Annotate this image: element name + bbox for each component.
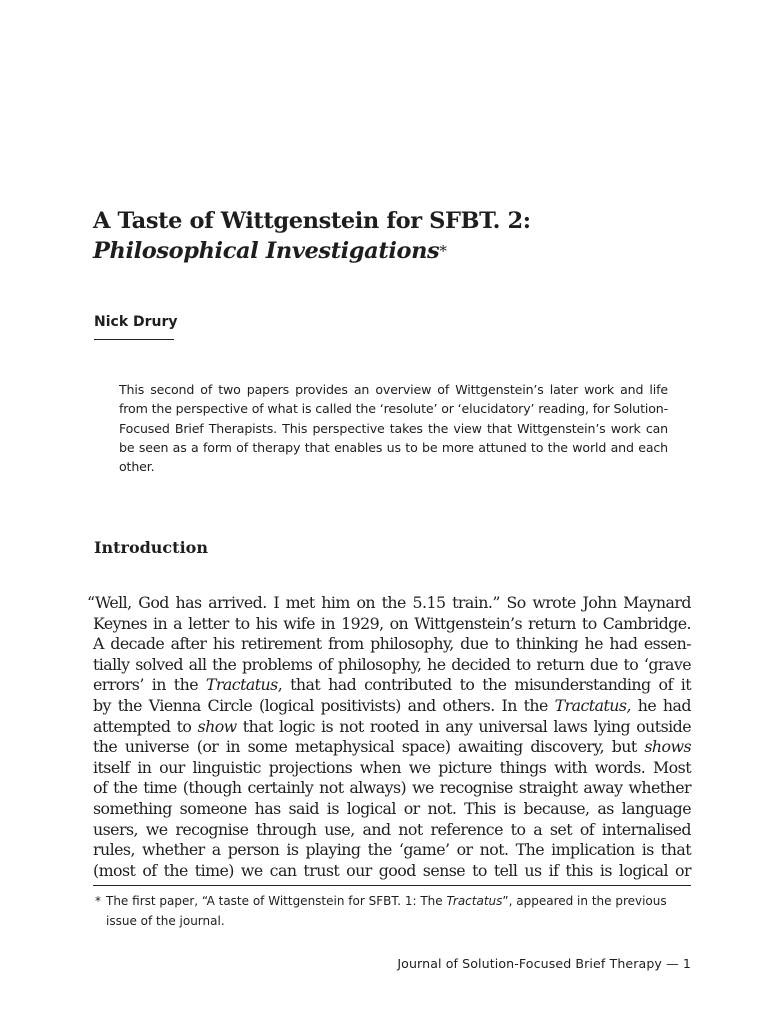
footnote-rule (93, 885, 691, 886)
footnote-text (93, 891, 691, 931)
body-line (93, 717, 691, 738)
body-line (93, 758, 691, 779)
footnote-text-before: The first paper, “A taste of Wittgenstein for SFBT. 1: The (106, 894, 447, 908)
body-line (93, 820, 691, 841)
body-text-run: by the Vienna Circle (logical positivists) and others. In the (93, 695, 555, 715)
body-line (93, 634, 691, 655)
body-paragraph (87, 593, 692, 881)
body-text-run: errors’ in the (93, 675, 206, 695)
body-line (87, 593, 691, 614)
body-line (93, 778, 691, 799)
footnote-marker: * (95, 894, 101, 908)
body-text-run: tially solved all the problems of philosophy, he decided to return due to ‘grave (93, 654, 691, 674)
footnote-text-italic: Tractatus (446, 894, 503, 908)
body-text-run: he had (630, 695, 691, 715)
body-text-run: of the time (though certainly not always) we recognise straight away whether (93, 778, 691, 798)
body-text-run: A decade after his retirement from philosophy, due to thinking he had essen- (93, 634, 691, 654)
footnote-text-after: ”, appeared in the previous issue of the journal. (106, 894, 667, 928)
body-line (93, 737, 691, 758)
body-text-run: users, we recognise through use, and not reference to a set of internalised (93, 819, 691, 839)
body-text-run: (most of the time) we can trust our good sense to tell us if this is logical or (93, 860, 691, 880)
body-text-run: attempted to (93, 716, 198, 736)
section-heading: Introduction (94, 538, 208, 557)
body-line (93, 655, 691, 676)
abstract: This second of two papers provides an overview of Wittgenstein’s later work and life from the perspective of what is called the ‘resolute’ or ‘elucidatory’ reading, for Solution-Focused Brief Therapists. This perspective takes the view that Wittgenstein’s work can be seen as a form of therapy that enables us to be more attuned to the world and each other. (119, 382, 668, 475)
body-italic-text: Tractatus (205, 675, 278, 695)
body-text-run: that logic is not rooted in any universal laws lying outside (236, 716, 692, 736)
article-title-text: A Taste of Wittgenstein for SFBT. 2: (93, 208, 531, 234)
body-italic-text: show (197, 716, 237, 736)
body-line (93, 675, 691, 696)
body-line (93, 799, 691, 820)
running-footer: Journal of Solution-Focused Brief Therapy — 1 (397, 956, 691, 971)
author-name: Nick Drury (94, 314, 178, 330)
author-underline (94, 339, 174, 340)
article-title-italic: Philosophical Investigations (93, 238, 440, 264)
body-text-run: something someone has said is logical or not. This is because, as language (93, 798, 691, 818)
footnote (93, 891, 691, 931)
body-text-run: “Well, God has arrived. I met him on the 5.15 train.” So wrote John Maynard (87, 593, 691, 612)
body-line (93, 696, 691, 717)
body-line (93, 614, 691, 635)
body-line (93, 861, 691, 882)
body-text-run: itself in our linguistic projections when we picture things with words. Most (93, 757, 691, 777)
body-text-run: the universe (or in some metaphysical space) awaiting discovery, but (93, 737, 645, 757)
title-footnote-marker: * (439, 242, 447, 260)
body-italic-text: shows (644, 737, 691, 757)
body-line (93, 840, 691, 861)
article-title (93, 206, 693, 266)
body-italic-text: Tractatus, (554, 695, 631, 715)
body-text-run: rules, whether a person is playing the ‘game’ or not. The implication is that (93, 840, 691, 860)
body-text-run: , that had contributed to the misunderstanding of it (277, 675, 692, 695)
body-text-run: Keynes in a letter to his wife in 1929, on Wittgenstein’s return to Cambridge. (93, 613, 691, 633)
